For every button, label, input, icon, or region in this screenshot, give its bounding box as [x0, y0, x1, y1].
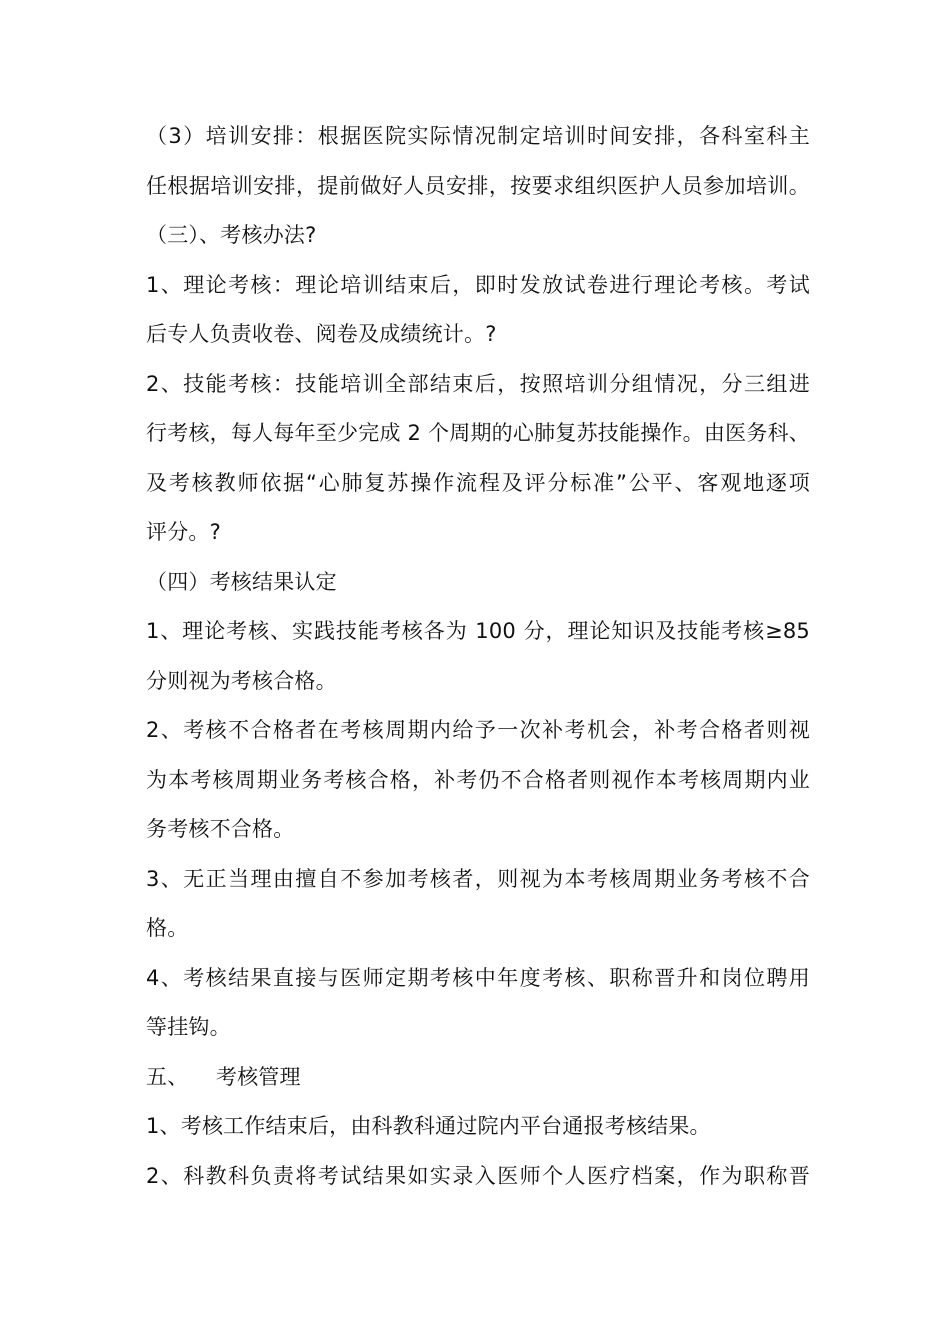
paragraph-line: （3）培训安排：根据医院实际情况制定培训时间安排，各科室科主 — [146, 124, 810, 148]
section-heading: 五、 考核管理 — [146, 1064, 301, 1089]
paragraph-line: 2、技能考核：技能培训全部结束后，按照培训分组情况，分三组进 — [146, 371, 810, 396]
section-heading: （三）、考核办法? — [146, 223, 317, 247]
paragraph-line: 任根据培训安排，提前做好人员安排，按要求组织医护人员参加培训。 — [146, 173, 810, 198]
paragraph-line: 等挂钩。 — [146, 1015, 231, 1039]
paragraph-line: 务考核不合格。 — [146, 817, 295, 841]
section-heading: （四）考核结果认定 — [146, 569, 337, 594]
paragraph-line: 分则视为考核合格。 — [146, 668, 337, 693]
paragraph-line: 行考核，每人每年至少完成 2 个周期的心肺复苏技能操作。由医务科、 — [146, 421, 810, 445]
paragraph-line: 格。 — [146, 916, 189, 940]
paragraph-line: 1、考核工作结束后，由科教科通过院内平台通报考核结果。 — [146, 1114, 711, 1138]
paragraph-line: 1、理论考核：理论培训结束后，即时发放试卷进行理论考核。考试 — [146, 272, 810, 297]
paragraph-line: 后专人负责收卷、阅卷及成绩统计。? — [146, 322, 497, 346]
paragraph-line: 2、考核不合格者在考核周期内给予一次补考机会，补考合格者则视 — [146, 718, 810, 742]
paragraph-line: 3、无正当理由擅自不参加考核者，则视为本考核周期业务考核不合 — [146, 866, 810, 891]
paragraph-line: 评分。? — [146, 520, 221, 544]
document-body — [146, 112, 810, 1201]
paragraph-line: 及考核教师依据“心肺复苏操作流程及评分标准”公平、客观地逐项 — [146, 470, 810, 495]
paragraph-line: 1、理论考核、实践技能考核各为 100 分，理论知识及技能考核≥85 — [146, 619, 810, 643]
paragraph-line: 2、科教科负责将考试结果如实录入医师个人医疗档案，作为职称晋 — [146, 1163, 810, 1188]
paragraph-line: 4、考核结果直接与医师定期考核中年度考核、职称晋升和岗位聘用 — [146, 965, 810, 990]
paragraph-line: 为本考核周期业务考核合格，补考仍不合格者则视作本考核周期内业 — [146, 767, 810, 792]
